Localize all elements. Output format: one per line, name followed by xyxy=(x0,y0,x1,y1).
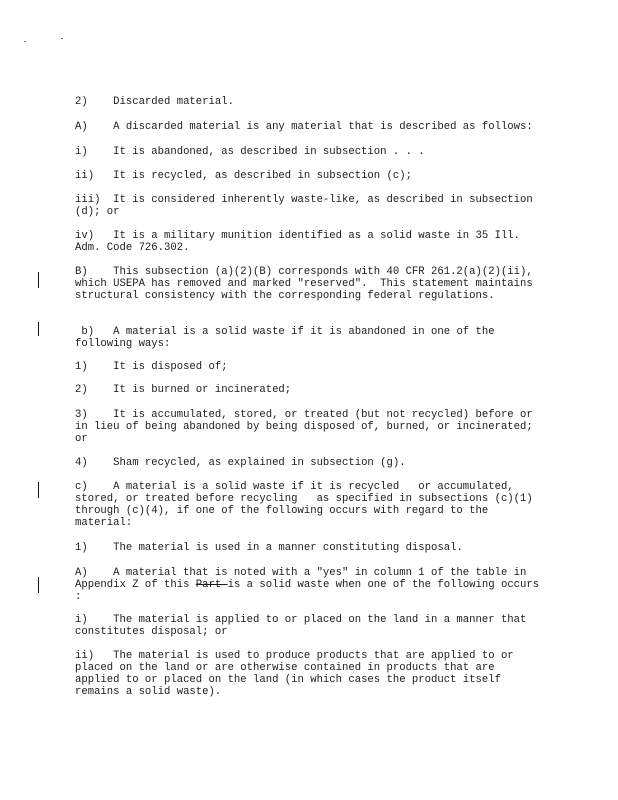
paragraph-text: A) A material that is noted with a "yes" in column 1 of the table in Appendix Z of this xyxy=(75,567,533,591)
paragraph: b) A material is a solid waste if it is abandoned in one of the following ways: xyxy=(75,326,501,350)
paragraph: B) This subsection (a)(2)(B) corresponds with 40 CFR 261.2(a)(2)(ii), which USEPA has removed and marked "reserved". This statement maintains structural consistency with the corresponding federal regulations. xyxy=(75,266,540,302)
scan-speck xyxy=(24,41,26,42)
change-bar xyxy=(38,577,39,593)
paragraph: ii) The material is used to produce products that are applied to or placed on the land or are otherwise contained in products that are applied to or placed on the land (in which cases the product itself remains a solid waste). xyxy=(75,650,521,698)
change-bar xyxy=(38,322,39,336)
paragraph: iii) It is considered inherently waste-like, as described in subsection (d); or xyxy=(75,194,540,218)
paragraph-text: is a solid waste when one of the following occurs : xyxy=(75,579,546,603)
paragraph: 2) It is burned or incinerated; xyxy=(75,384,292,396)
scan-speck xyxy=(61,38,63,39)
paragraph: A) A discarded material is any material that is described as follows: xyxy=(75,121,533,133)
paragraph: ii) It is recycled, as described in subsection (c); xyxy=(75,170,412,182)
change-bar xyxy=(38,482,39,498)
paragraph: i) The material is applied to or placed on the land in a manner that constitutes disposal; or xyxy=(75,614,533,638)
change-bar xyxy=(38,272,39,288)
paragraph: 1) The material is used in a manner constituting disposal. xyxy=(75,542,463,554)
paragraph: i) It is abandoned, as described in subsection . . . xyxy=(75,146,425,158)
paragraph: 1) It is disposed of; xyxy=(75,361,228,373)
struck-text: Part xyxy=(195,579,228,591)
paragraph xyxy=(75,567,545,603)
paragraph: iv) It is a military munition identified as a solid waste in 35 Ill. Adm. Code 726.302. xyxy=(75,230,527,254)
paragraph: 2) Discarded material. xyxy=(75,96,234,108)
paragraph: 4) Sham recycled, as explained in subsection (g). xyxy=(75,457,406,469)
paragraph: 3) It is accumulated, stored, or treated (but not recycled) before or in lieu of being abandoned by being disposed of, burned, or incinerated; or xyxy=(75,409,540,445)
paragraph: c) A material is a solid waste if it is recycled or accumulated, stored, or treated before recycling as specified in subsections (c)(1) through (c)(4), if one of the following occurs with regard to the material: xyxy=(75,481,540,529)
